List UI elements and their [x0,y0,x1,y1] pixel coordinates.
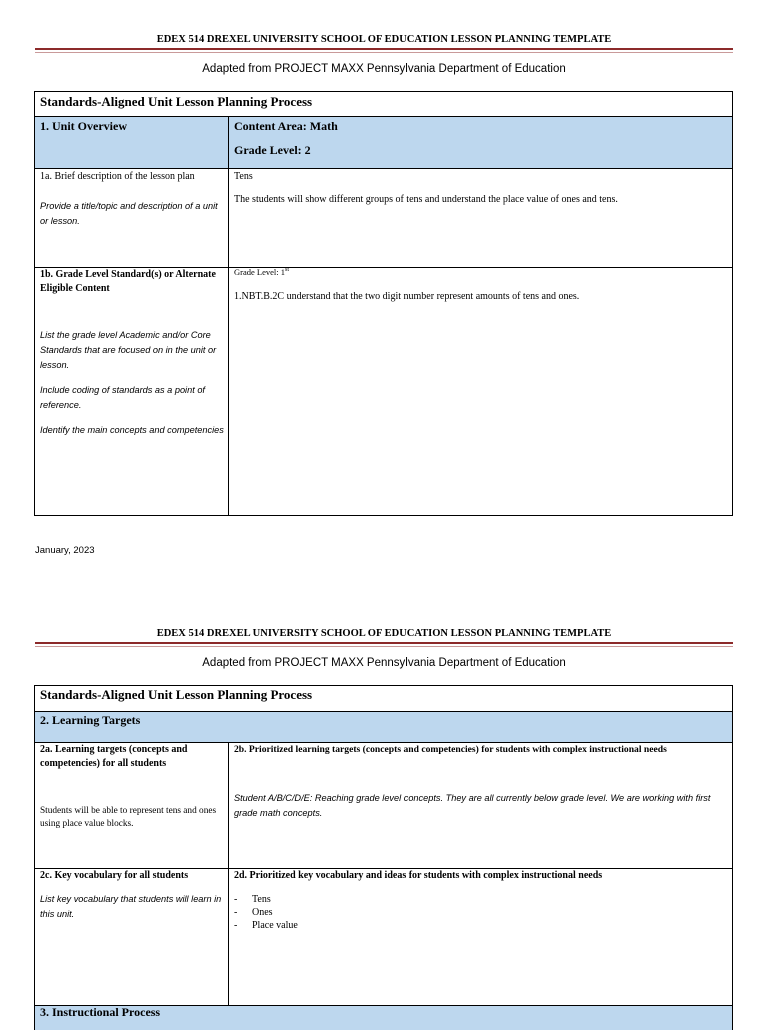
row-1b-grade-level [234,267,289,277]
header-rule-secondary [35,646,733,647]
row-2c-instruction: List key vocabulary that students will learn in this unit. [40,894,222,919]
vocab-item: Tens [252,894,271,905]
row-1a-label: 1a. Brief description of the lesson plan [40,171,195,182]
header-rule [35,642,733,644]
section-2-label: 2. Learning Targets [40,713,141,727]
row-1b-label: 1b. Grade Level Standard(s) or Alternate Eligible Content [40,269,216,294]
row-1a-instruction: Provide a title/topic and description of a unit or lesson. [40,201,218,226]
row-divider [35,168,732,169]
list-item [234,919,534,932]
header-rule-secondary [35,52,733,53]
header-rule [35,48,733,50]
row-1a-title: Tens [234,171,253,182]
row-1b-standard: 1.NBT.B.2C understand that the two digit number represent amounts of tens and ones. [234,291,580,302]
list-bullet: - [234,894,238,905]
list-item [234,906,534,919]
row-2b-label: 2b. Prioritized learning targets (concepts and competencies) for students with complex instructional needs [234,744,667,755]
list-bullet: - [234,907,238,918]
table-title: Standards-Aligned Unit Lesson Planning Process [40,94,313,109]
row-2b-content: Student A/B/C/D/E: Reaching grade level concepts. They are all currently below grade level. We are working with first grade math concepts. [234,793,711,818]
table-title: Standards-Aligned Unit Lesson Planning Process [40,687,313,702]
list-bullet: - [234,920,238,931]
lesson-table-2 [34,685,733,1030]
column-divider [228,117,229,515]
grade-level-sup: st [284,267,289,274]
page-header-title: EDEX 514 DREXEL UNIVERSITY SCHOOL OF EDUCATION LESSON PLANNING TEMPLATE [156,628,612,639]
lesson-table-1 [34,91,733,516]
row-1b-instruction-3: Identify the main concepts and competencies [40,425,224,435]
vocab-item: Ones [252,907,273,918]
row-2c-label: 2c. Key vocabulary for all students [40,870,189,881]
row-1a-description: The students will show different groups of tens and understand the place value of ones and tens. [234,194,618,205]
page-header-title: EDEX 514 DREXEL UNIVERSITY SCHOOL OF EDUCATION LESSON PLANNING TEMPLATE [156,34,612,45]
row-2a-content: Students will be able to represent tens and ones using place value blocks. [40,806,217,829]
row-2d-label: 2d. Prioritized key vocabulary and ideas for students with complex instructional needs [234,870,603,881]
footer-date: January, 2023 [35,545,95,556]
vocab-item: Place value [252,920,298,931]
section-3-label: 3. Instructional Process [40,1005,161,1019]
content-area: Content Area: Math [234,119,338,133]
grade-level-text: Grade Level: 1 [234,267,285,277]
grade-level: Grade Level: 2 [234,143,311,157]
page-subtitle: Adapted from PROJECT MAXX Pennsylvania Department of Education [202,63,566,75]
list-item [234,893,534,906]
unit-overview-row [35,117,732,168]
vocabulary-list [234,893,534,932]
row-1b-instruction-1: List the grade level Academic and/or Core Standards that are focused on in the unit or lesson. [40,330,217,370]
column-divider [228,743,229,1005]
page-subtitle: Adapted from PROJECT MAXX Pennsylvania Department of Education [202,657,566,669]
row-2a-label: 2a. Learning targets (concepts and competencies) for all students [40,744,188,769]
unit-overview-label: 1. Unit Overview [40,119,127,133]
row-1b-instruction-2: Include coding of standards as a point of reference. [40,385,205,410]
